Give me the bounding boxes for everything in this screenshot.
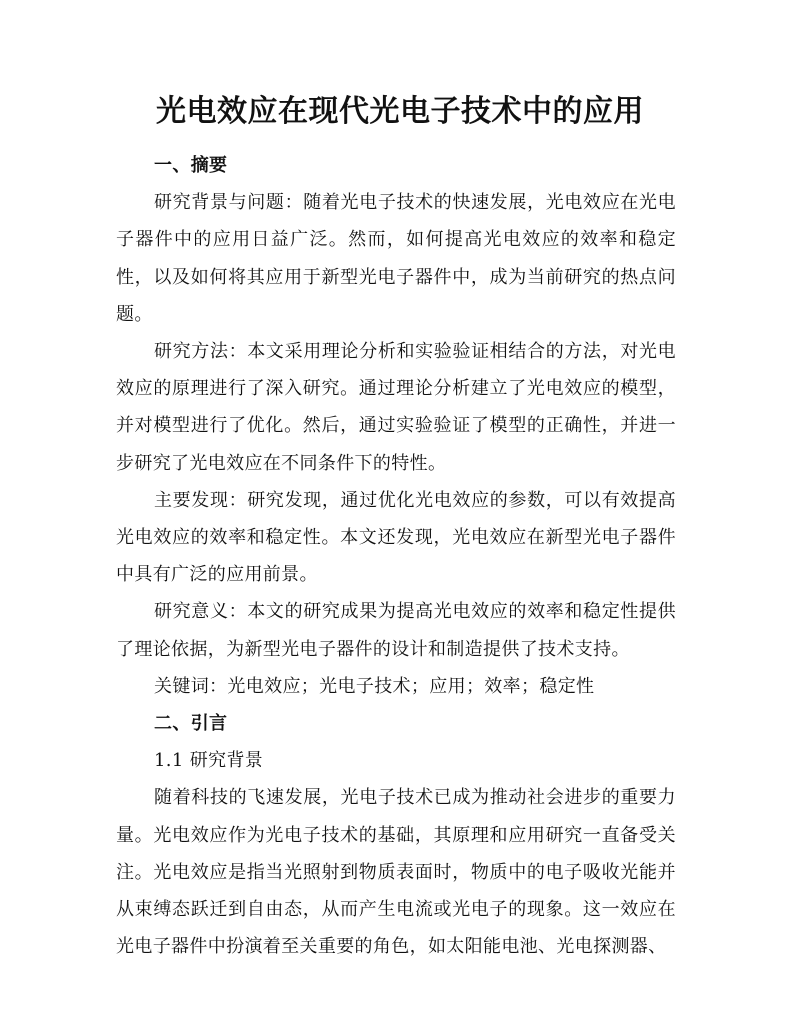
document-body — [116, 147, 676, 965]
abstract-significance-paragraph: 研究意义：本文的研究成果为提高光电效应的效率和稳定性提供了理论依据，为新型光电子器件的设计和制造提供了技术支持。 — [116, 601, 676, 660]
abstract-method-paragraph: 研究方法：本文采用理论分析和实验验证相结合的方法，对光电效应的原理进行了深入研究。通过理论分析建立了光电效应的模型，并对模型进行了优化。然后，通过实验验证了模型的正确性，并进一步研究了光电效应在不同条件下的特性。 — [116, 341, 676, 474]
introduction-paragraph: 随着科技的飞速发展，光电子技术已成为推动社会进步的重要力量。光电效应作为光电子技术的基础，其原理和应用研究一直备受关注。光电效应是指当光照射到物质表面时，物质中的电子吸收光能并从束缚态跃迁到自由态，从而产生电流或光电子的现象。这一效应在光电子器件中扮演着至关重要的角色，如太阳能电池、光电探测器、 — [116, 787, 676, 958]
introduction-heading: 二、引言 — [154, 713, 228, 735]
research-background-subheading: 1.1 研究背景 — [154, 750, 264, 772]
keywords-line: 关键词：光电效应；光电子技术；应用；效率；稳定性 — [154, 675, 595, 697]
document-title: 光电效应在现代光电子技术中的应用 — [156, 94, 644, 129]
abstract-heading: 一、摘要 — [154, 155, 228, 176]
abstract-findings-paragraph: 主要发现：研究发现，通过优化光电效应的参数，可以有效提高光电效应的效率和稳定性。本文还发现，光电效应在新型光电子器件中具有广泛的应用前景。 — [116, 489, 676, 586]
abstract-background-paragraph: 研究背景与问题：随着光电子技术的快速发展，光电效应在光电子器件中的应用日益广泛。然而，如何提高光电效应的效率和稳定性，以及如何将其应用于新型光电子器件中，成为当前研究的热点问题。 — [116, 192, 676, 325]
